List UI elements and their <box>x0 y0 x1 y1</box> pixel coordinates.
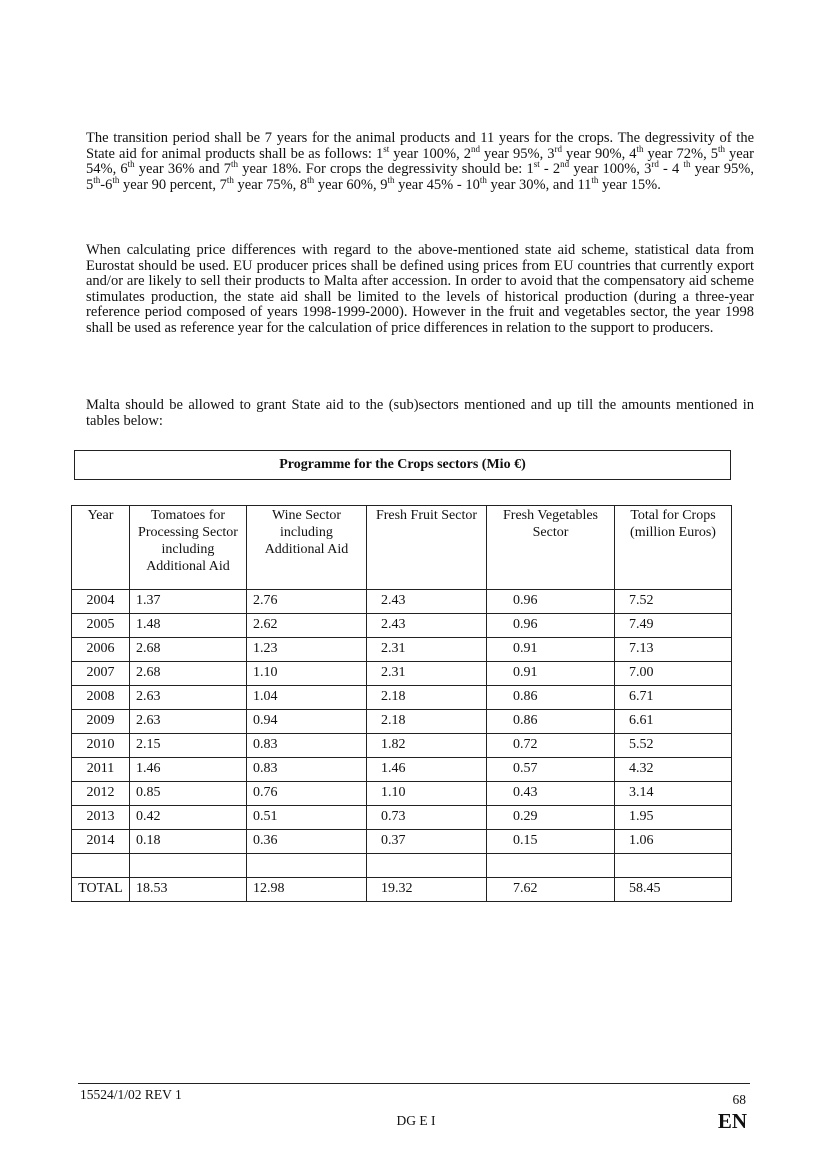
cell-fresh-vegetables: 0.15 <box>487 830 615 854</box>
text-segment: -6 <box>100 176 113 193</box>
cell-tomatoes: 2.63 <box>130 686 247 710</box>
text-segment: year 30%, and 11 <box>486 176 592 193</box>
cell-fresh-fruit: 2.31 <box>367 662 487 686</box>
paragraph-malta-state-aid: Malta should be allowed to grant State aid to the (sub)sectors mentioned and up till the amounts mentioned in tables below: <box>86 397 754 429</box>
cell-year: TOTAL <box>72 878 130 902</box>
ordinal-suffix: th <box>718 143 726 154</box>
cell-year: 2005 <box>72 614 130 638</box>
cell-year: 2004 <box>72 590 130 614</box>
cell-fresh-fruit: 1.82 <box>367 734 487 758</box>
cell-wine: 1.04 <box>247 686 367 710</box>
text-segment: year 45% - 10 <box>394 176 480 193</box>
text-segment: year 90 percent, 7 <box>119 176 227 193</box>
table-row <box>72 782 732 806</box>
cell-fresh-fruit: 2.18 <box>367 686 487 710</box>
cell-fresh-fruit: 1.46 <box>367 758 487 782</box>
cell-total: 7.52 <box>615 590 732 614</box>
cell-fresh-vegetables: 0.29 <box>487 806 615 830</box>
header-year: Year <box>72 506 130 590</box>
cell-wine: 0.83 <box>247 758 367 782</box>
cell-year: 2012 <box>72 782 130 806</box>
cell-fresh-fruit: 2.18 <box>367 710 487 734</box>
cell-wine: 1.23 <box>247 638 367 662</box>
cell-wine: 0.36 <box>247 830 367 854</box>
text-segment: year 95%, 3 <box>479 145 555 162</box>
cell-year: 2007 <box>72 662 130 686</box>
table-row <box>72 638 732 662</box>
ordinal-suffix: nd <box>470 143 480 154</box>
cell-year: 2006 <box>72 638 130 662</box>
table-row <box>72 758 732 782</box>
cell-fresh-vegetables: 0.91 <box>487 638 615 662</box>
cell-year: 2011 <box>72 758 130 782</box>
cell-fresh-vegetables: 0.96 <box>487 590 615 614</box>
ordinal-suffix: th <box>93 174 101 185</box>
cell-fresh-vegetables: 0.86 <box>487 710 615 734</box>
cell-year: 2014 <box>72 830 130 854</box>
cell-fresh-vegetables: 0.57 <box>487 758 615 782</box>
cell-tomatoes: 0.18 <box>130 830 247 854</box>
cell-total: 7.13 <box>615 638 732 662</box>
text-segment: year 100%, 3 <box>569 161 652 178</box>
ordinal-suffix: st <box>533 159 540 170</box>
paragraph-price-differences: When calculating price differences with regard to the above-mentioned state aid scheme, statistical data from Eurostat should be used. EU producer prices shall be defined using prices from EU countries that currently export and/or are likely to sell their products to Malta after accession. In order to avoid that the compensatory aid scheme stimulates production, the state aid shall be limited to the levels of historical production (during a three-year reference period composed of years 1998-1999-2000). However in the fruit and vegetables sector, the year 1998 shall be used as reference year for the calculation of price differences in relation to the support to producers. <box>86 242 754 336</box>
header-tomatoes: Tomatoes for Processing Sector including Additional Aid <box>130 506 247 590</box>
cell-fresh-fruit: 0.37 <box>367 830 487 854</box>
directorate-label: DG E I <box>396 1113 436 1128</box>
cell-tomatoes: 1.37 <box>130 590 247 614</box>
programme-title-box <box>74 450 731 480</box>
cell-tomatoes: 1.46 <box>130 758 247 782</box>
cell-fresh-fruit: 1.10 <box>367 782 487 806</box>
text-segment: year 15%. <box>598 176 661 193</box>
cell-wine: 0.83 <box>247 734 367 758</box>
table-row <box>72 830 732 854</box>
text-segment: year 75%, 8 <box>233 176 308 193</box>
cell-wine: 12.98 <box>247 878 367 902</box>
cell-fresh-vegetables: 0.43 <box>487 782 615 806</box>
cell-fresh-fruit: 19.32 <box>367 878 487 902</box>
cell-year: 2008 <box>72 686 130 710</box>
cell-fresh-vegetables: 7.62 <box>487 878 615 902</box>
ordinal-suffix: nd <box>560 159 570 170</box>
text-segment: - 2 <box>539 161 561 178</box>
footer-divider <box>78 1083 750 1084</box>
cell-total: 4.32 <box>615 758 732 782</box>
ordinal-suffix: th <box>683 159 691 170</box>
cell-tomatoes: 2.68 <box>130 662 247 686</box>
ordinal-suffix: rd <box>554 143 562 154</box>
ordinal-suffix: th <box>112 174 120 185</box>
cell-tomatoes: 2.15 <box>130 734 247 758</box>
table-header-row <box>72 506 732 590</box>
cell-year: 2009 <box>72 710 130 734</box>
cell-year: 2010 <box>72 734 130 758</box>
cell-wine: 2.62 <box>247 614 367 638</box>
cell-total: 1.06 <box>615 830 732 854</box>
cell-fresh-vegetables: 0.96 <box>487 614 615 638</box>
cell-fresh-fruit: 0.73 <box>367 806 487 830</box>
ordinal-suffix: rd <box>651 159 659 170</box>
header-fresh-vegetables: Fresh Vegetables Sector <box>487 506 615 590</box>
paragraph-transition-period <box>86 131 754 193</box>
cell-total <box>615 854 732 878</box>
cell-fresh-vegetables: 0.91 <box>487 662 615 686</box>
cell-tomatoes: 1.48 <box>130 614 247 638</box>
cell-fresh-vegetables <box>487 854 615 878</box>
cell-tomatoes: 2.68 <box>130 638 247 662</box>
table-row <box>72 806 732 830</box>
cell-year: 2013 <box>72 806 130 830</box>
programme-title: Programme for the Crops sectors (Mio €) <box>279 457 526 472</box>
cell-total: 58.45 <box>615 878 732 902</box>
text-segment: year 100%, 2 <box>389 145 471 162</box>
cell-total: 5.52 <box>615 734 732 758</box>
text-segment: year 95%, 5 <box>86 161 754 193</box>
cell-tomatoes: 0.42 <box>130 806 247 830</box>
cell-total: 7.00 <box>615 662 732 686</box>
cell-wine: 0.51 <box>247 806 367 830</box>
text-segment: year 54%, 6 <box>86 145 754 178</box>
cell-wine: 0.94 <box>247 710 367 734</box>
page-number: 68 <box>732 1092 746 1107</box>
cell-wine: 2.76 <box>247 590 367 614</box>
header-total: Total for Crops (million Euros) <box>615 506 732 590</box>
cell-fresh-vegetables: 0.72 <box>487 734 615 758</box>
table-row <box>72 686 732 710</box>
table-blank-row <box>72 854 732 878</box>
table-row <box>72 662 732 686</box>
crops-aid-table <box>71 505 732 902</box>
ordinal-suffix: th <box>226 174 234 185</box>
cell-total: 6.71 <box>615 686 732 710</box>
text-segment: - 4 <box>658 161 684 178</box>
cell-total: 3.14 <box>615 782 732 806</box>
ordinal-suffix: th <box>591 174 599 185</box>
document-reference: 15524/1/02 REV 1 <box>80 1087 182 1102</box>
table-row <box>72 614 732 638</box>
cell-tomatoes <box>130 854 247 878</box>
table-total-row <box>72 878 732 902</box>
cell-fresh-vegetables: 0.86 <box>487 686 615 710</box>
table-row <box>72 734 732 758</box>
text-segment: year 18%. For crops the degressivity should be: 1 <box>238 161 534 178</box>
text-segment: year 72%, 5 <box>643 145 718 162</box>
ordinal-suffix: th <box>231 159 239 170</box>
cell-wine <box>247 854 367 878</box>
cell-fresh-fruit <box>367 854 487 878</box>
cell-wine: 1.10 <box>247 662 367 686</box>
cell-total: 7.49 <box>615 614 732 638</box>
table-row <box>72 710 732 734</box>
cell-wine: 0.76 <box>247 782 367 806</box>
cell-total: 1.95 <box>615 806 732 830</box>
cell-fresh-fruit: 2.43 <box>367 590 487 614</box>
text-segment: year 60%, 9 <box>314 176 388 193</box>
text-segment: year 36% and 7 <box>134 161 232 178</box>
cell-tomatoes: 18.53 <box>130 878 247 902</box>
ordinal-suffix: st <box>383 143 390 154</box>
header-fresh-fruit: Fresh Fruit Sector <box>367 506 487 590</box>
text-segment: year 90%, 4 <box>561 145 637 162</box>
cell-year <box>72 854 130 878</box>
ordinal-suffix: th <box>479 174 487 185</box>
cell-tomatoes: 2.63 <box>130 710 247 734</box>
text-segment: The transition period shall be 7 years for the animal products and 11 years for the crops. The degressivity of the State aid for animal products shall be as follows: 1 <box>86 130 754 162</box>
ordinal-suffix: th <box>127 159 135 170</box>
cell-total: 6.61 <box>615 710 732 734</box>
ordinal-suffix: th <box>636 143 644 154</box>
ordinal-suffix: th <box>307 174 315 185</box>
table-row <box>72 590 732 614</box>
ordinal-suffix: th <box>387 174 395 185</box>
language-code: EN <box>717 1109 747 1133</box>
header-wine: Wine Sector including Additional Aid <box>247 506 367 590</box>
cell-fresh-fruit: 2.43 <box>367 614 487 638</box>
cell-fresh-fruit: 2.31 <box>367 638 487 662</box>
cell-tomatoes: 0.85 <box>130 782 247 806</box>
